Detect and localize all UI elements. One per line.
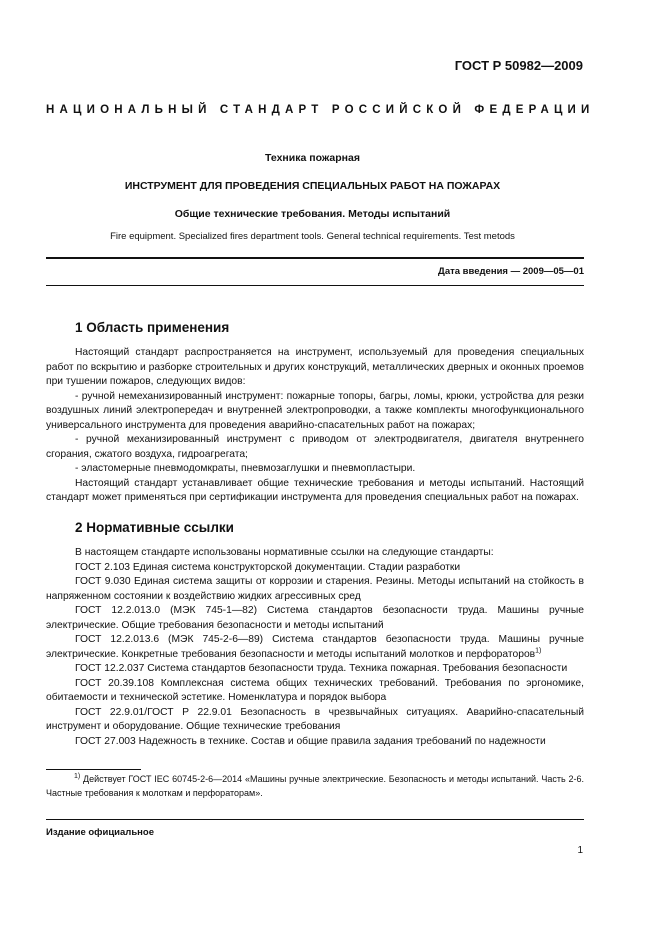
paragraph: - ручной механизированный инструмент с приводом от электродвигателя, двигателя внутреннего сгорания, сжатого воздуха, гидроагрегата; (46, 434, 584, 460)
paragraph (46, 633, 584, 662)
title-subtitle: Общие технические требования. Методы испытаний (174, 208, 451, 220)
paragraph: - эластомерные пневмодомкраты, пневмозаглушки и пневмопластыри. (75, 463, 416, 474)
paragraph: Настоящий стандарт распространяется на инструмент, используемый для проведения специальных работ по вскрытию и разборке строительных и других конструкций, металлических дверных и оконных проемов при тушении пожаров, следующих видов: (46, 347, 584, 387)
paragraph: ГОСТ 22.9.01/ГОСТ Р 22.9.01 Безопасность в чрезвычайных ситуациях. Аварийно-спасательный инструмент и оборудование. Общие технические требования (46, 706, 584, 732)
reference-text: ГОСТ 12.2.013.6 (МЭК 745-2-6—89) Система стандартов безопасности труда. Машины ручные электрические. Конкретные требования безопасности и методы испытаний молотков и перфораторов (46, 634, 584, 660)
introduction-date: Дата введения — 2009—05—01 (438, 266, 584, 277)
paragraph: Настоящий стандарт устанавливает общие технические требования и методы испытаний. Настоящий стандарт может применяться при сертификации инструмента для проведения специальных работ на пожарах. (46, 477, 584, 503)
section-1-heading: 1 Область применения (75, 320, 230, 335)
paragraph: ГОСТ 9.030 Единая система защиты от коррозии и старения. Резины. Методы испытаний на стойкость в напряженном состоянии к воздействию жидких агрессивных сред (46, 576, 584, 602)
title-english: Fire equipment. Specialized fires department tools. General technical requirements. Test metods (110, 231, 515, 242)
section-2-body (46, 546, 584, 749)
footnote-divider (46, 769, 141, 770)
paragraph: ГОСТ 12.2.013.0 (МЭК 745-1—82) Система стандартов безопасности труда. Машины ручные электрические. Общие требования безопасности и методы испытаний (46, 605, 584, 631)
title-category: Техника пожарная (265, 152, 360, 164)
section-1-body (46, 346, 584, 506)
paragraph: ГОСТ 12.2.037 Система стандартов безопасности труда. Техника пожарная. Требования безопасности (75, 663, 568, 674)
section-2-heading: 2 Нормативные ссылки (75, 520, 234, 535)
footer-divider (46, 819, 584, 820)
paragraph: - ручной немеханизированный инструмент: пожарные топоры, багры, ломы, крюки, устройства для резки воздушных линий электропередач и внутренней электропроводки, а также комплекты многофункционального универсального инструмента для проведения аварийно-спасательных работ на пожарах; (46, 390, 584, 431)
title-divider-thick (46, 257, 584, 259)
footnote-text: Действует ГОСТ IEC 60745-2-6—2014 «Машины ручные электрические. Безопасность и методы испытаний. Часть 2-6. Частные требования к молоткам и перфораторам». (46, 774, 584, 798)
edition-label: Издание официальное (46, 827, 154, 838)
document-number: ГОСТ Р 50982—2009 (454, 58, 583, 73)
footnote-marker: 1) (74, 773, 81, 780)
paragraph: В настоящем стандарте использованы нормативные ссылки на следующие стандарты: (75, 547, 494, 558)
footnote (46, 772, 584, 800)
page-number: 1 (577, 845, 583, 856)
footnote-marker: 1) (535, 647, 542, 655)
title-main: ИНСТРУМЕНТ ДЛЯ ПРОВЕДЕНИЯ СПЕЦИАЛЬНЫХ РАБОТ НА ПОЖАРАХ (124, 180, 501, 192)
paragraph: ГОСТ 27.003 Надежность в технике. Состав и общие правила задания требований по надежности (75, 735, 546, 747)
title-divider-thin (46, 285, 584, 286)
national-standard-banner: НАЦИОНАЛЬНЫЙ СТАНДАРТ РОССИЙСКОЙ ФЕДЕРАЦИИ (46, 104, 595, 116)
paragraph: ГОСТ 20.39.108 Комплексная система общих технических требований. Требования по эргономике, обитаемости и технической эстетике. Номенклатура и порядок выбора (46, 677, 584, 703)
paragraph: ГОСТ 2.103 Единая система конструкторской документации. Стадии разработки (75, 561, 461, 573)
